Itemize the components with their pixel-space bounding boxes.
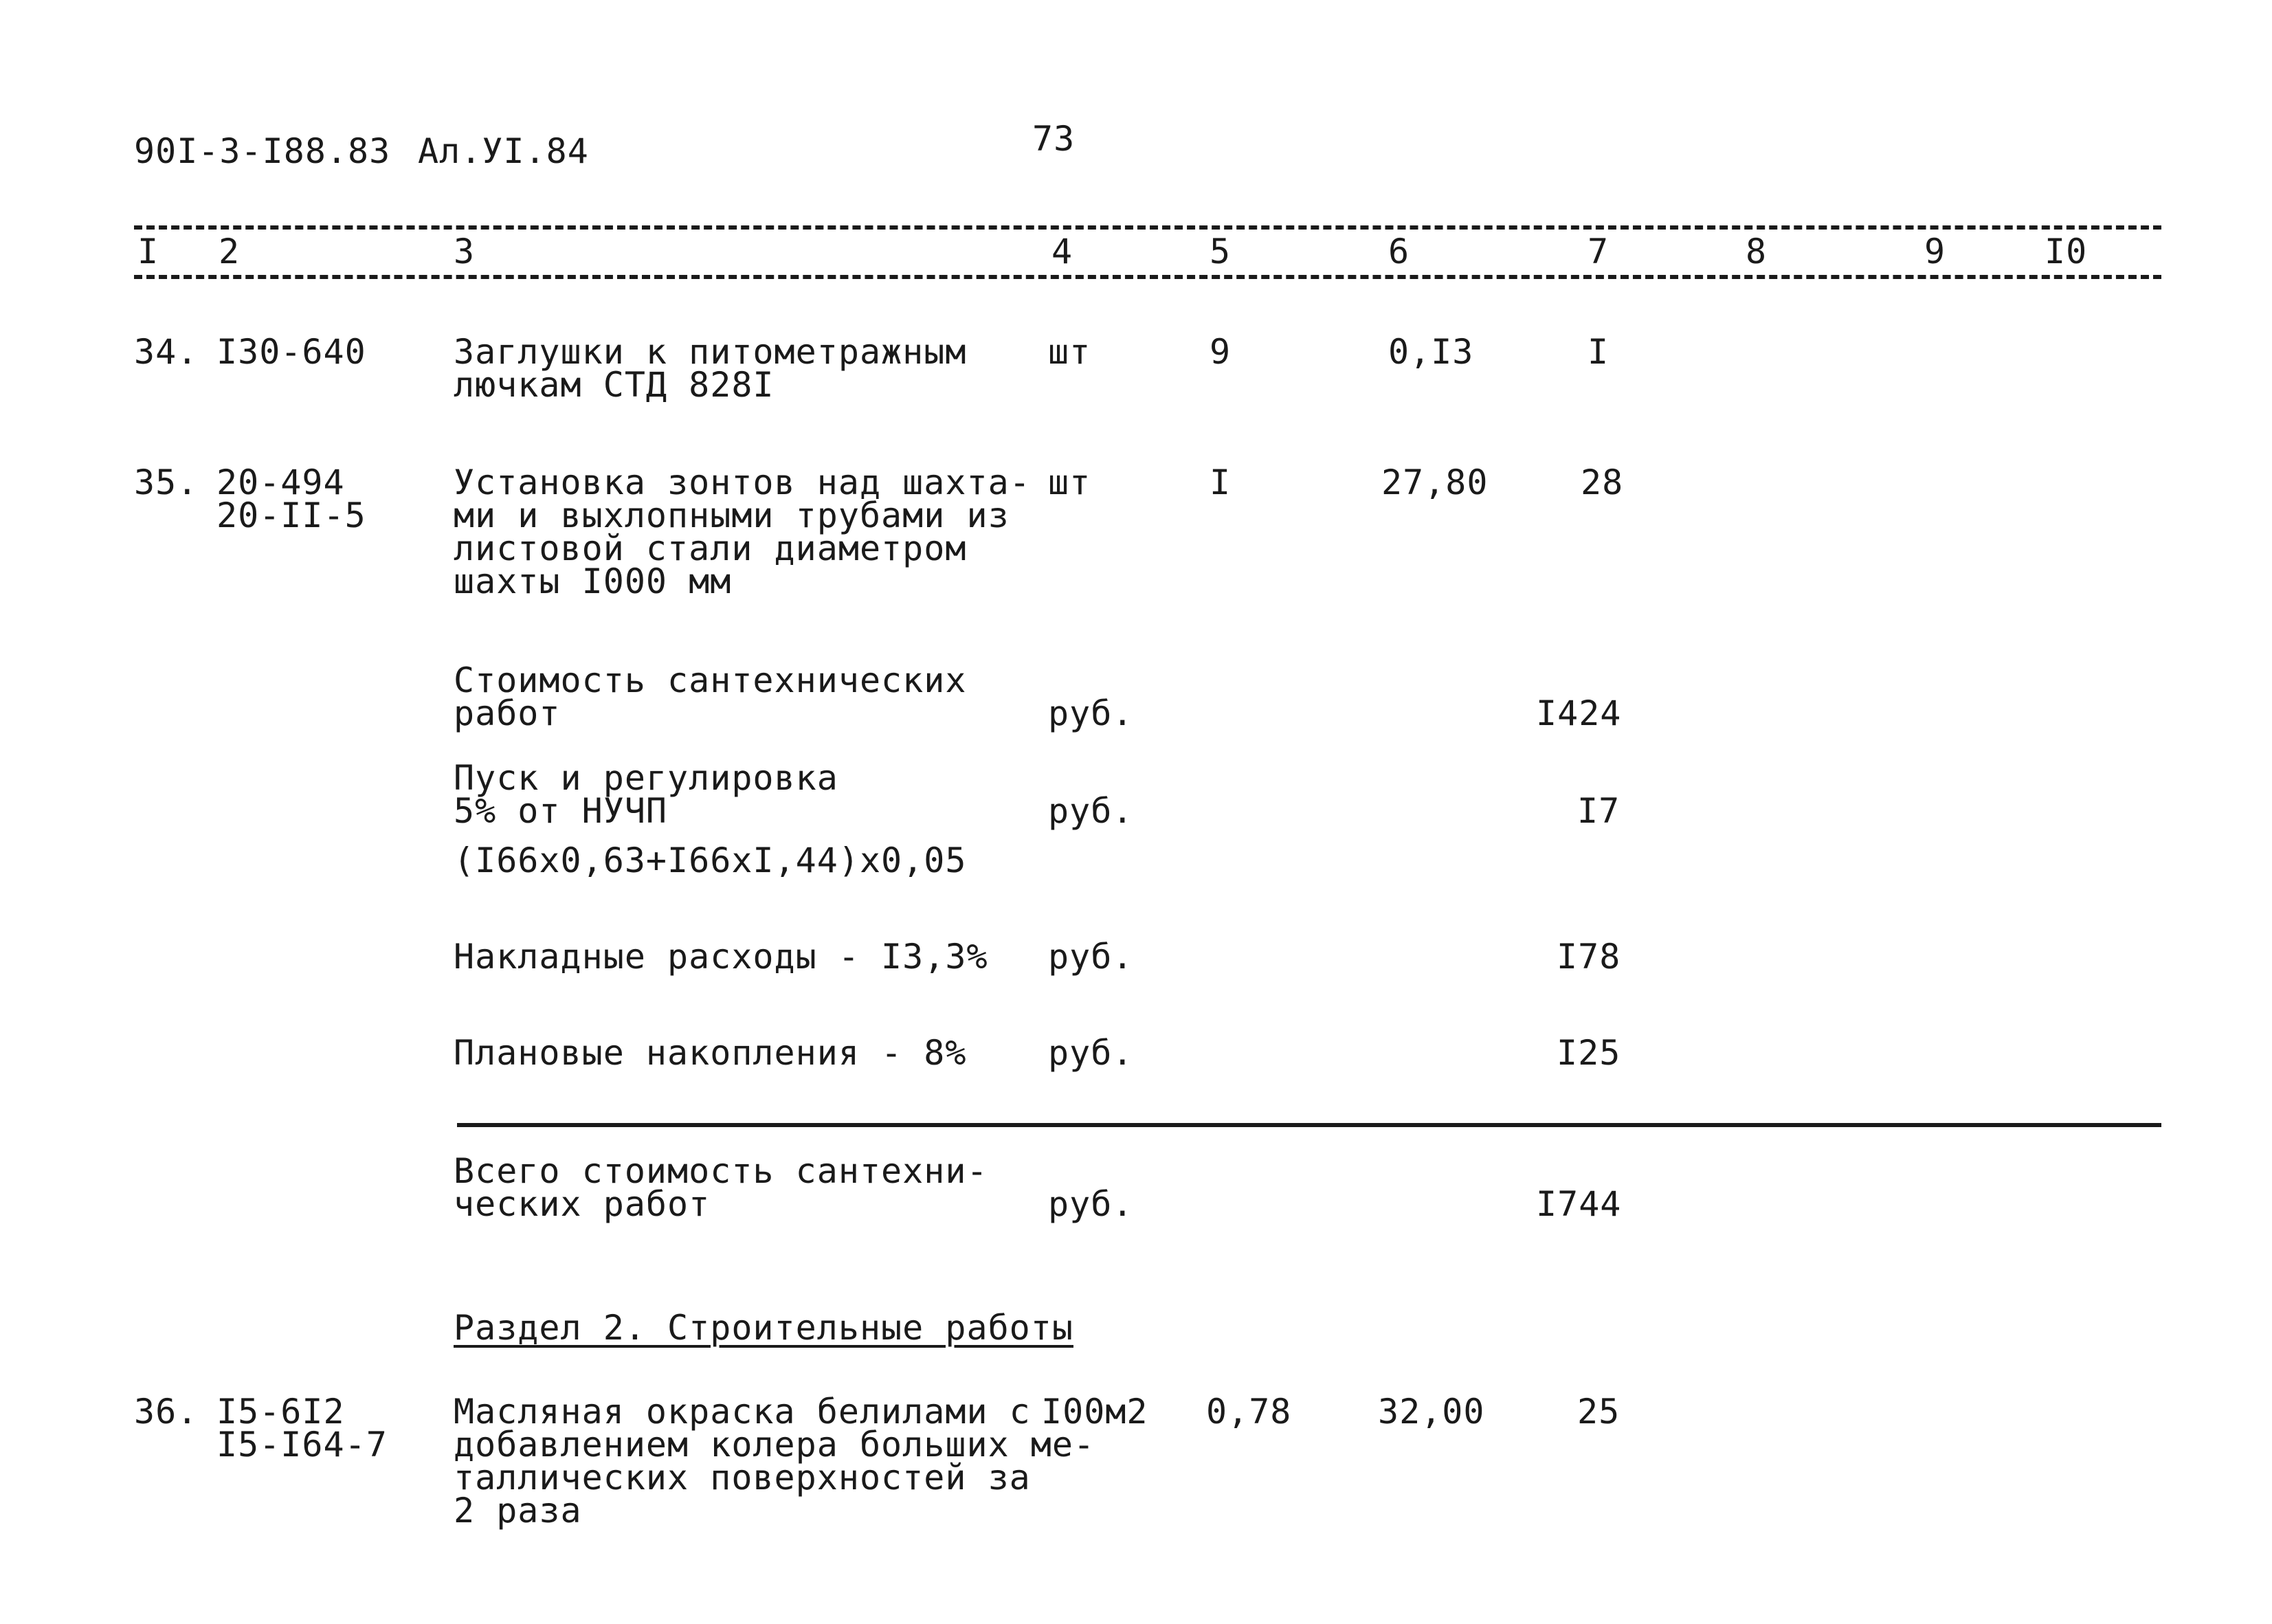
row-36-code: I5-6I2 I5-I64-7 (216, 1392, 388, 1465)
startup-adjustment-total: I7 (1577, 791, 1621, 831)
row-34-unit: шт (1048, 332, 1091, 372)
header-dashed-rule-top (134, 225, 2161, 230)
column-header-2: 2 (219, 232, 241, 271)
overhead-unit: руб. (1048, 937, 1134, 977)
document-code: 90I-3-I88.83 (134, 131, 391, 171)
row-35-unit-price: 27,80 (1381, 463, 1489, 502)
header-dashed-rule-bottom (134, 275, 2161, 279)
column-header-3: 3 (454, 232, 476, 271)
column-header-1: I (137, 232, 159, 271)
row-35-code: 20-494 20-II-5 (216, 463, 366, 535)
column-header-7: 7 (1588, 232, 1610, 271)
plumbing-cost-label: Стоимость сантехнических работ (454, 660, 967, 733)
startup-adjustment-unit: руб. (1048, 791, 1134, 831)
overhead-label: Накладные расходы - I3,3% (454, 937, 988, 977)
column-header-9: 9 (1924, 232, 1946, 271)
total-separator-rule (457, 1123, 2161, 1127)
page-number: 73 (1032, 119, 1076, 159)
overhead-total: I78 (1557, 937, 1621, 977)
album-reference: Ал.УI.84 (418, 131, 589, 171)
row-36-total: 25 (1577, 1392, 1621, 1432)
row-35-total: 28 (1581, 463, 1624, 502)
section-heading: Раздел 2. Строительные работы (454, 1308, 1073, 1348)
row-34-total: I (1588, 332, 1610, 372)
row-36-unit-price: 32,00 (1378, 1392, 1485, 1432)
row-34-description: Заглушки к питометражным лючкам СТД 828I (454, 332, 967, 405)
column-header-10: I0 (2045, 232, 2088, 271)
row-35-unit: шт (1048, 463, 1091, 502)
row-34-quantity: 9 (1210, 332, 1232, 372)
column-header-6: 6 (1388, 232, 1410, 271)
grand-total-label: Всего стоимость сантехни- ческих работ (454, 1151, 988, 1224)
row-36-description: Масляная окраска белилами с добавлением колера больших ме- таллических поверхностей за 2 раза (454, 1392, 1095, 1531)
column-header-4: 4 (1051, 232, 1073, 271)
row-36-quantity: 0,78 (1206, 1392, 1292, 1432)
startup-adjustment-label: Пуск и регулировка 5% от НУЧП (454, 758, 838, 831)
row-35-description: Установка зонтов над шахта- ми и выхлопными трубами из листовой стали диаметром шахты I000 мм (454, 463, 1031, 601)
grand-total-unit: руб. (1048, 1184, 1134, 1224)
plumbing-cost-unit: руб. (1048, 693, 1134, 733)
planned-savings-label: Плановые накопления - 8% (454, 1033, 967, 1073)
row-34-unit-price: 0,I3 (1388, 332, 1474, 372)
row-36-number: 36. (134, 1392, 199, 1432)
row-35-quantity: I (1210, 463, 1232, 502)
startup-adjustment-formula: (I66x0,63+I66xI,44)x0,05 (454, 841, 967, 880)
row-34-code: I30-640 (216, 332, 366, 372)
row-36-unit: I00м2 (1041, 1392, 1148, 1432)
planned-savings-total: I25 (1557, 1033, 1621, 1073)
column-header-8: 8 (1746, 232, 1768, 271)
row-34-number: 34. (134, 332, 199, 372)
plumbing-cost-total: I424 (1536, 693, 1622, 733)
planned-savings-unit: руб. (1048, 1033, 1134, 1073)
column-header-5: 5 (1210, 232, 1232, 271)
row-35-number: 35. (134, 463, 199, 502)
grand-total-value: I744 (1536, 1184, 1622, 1224)
